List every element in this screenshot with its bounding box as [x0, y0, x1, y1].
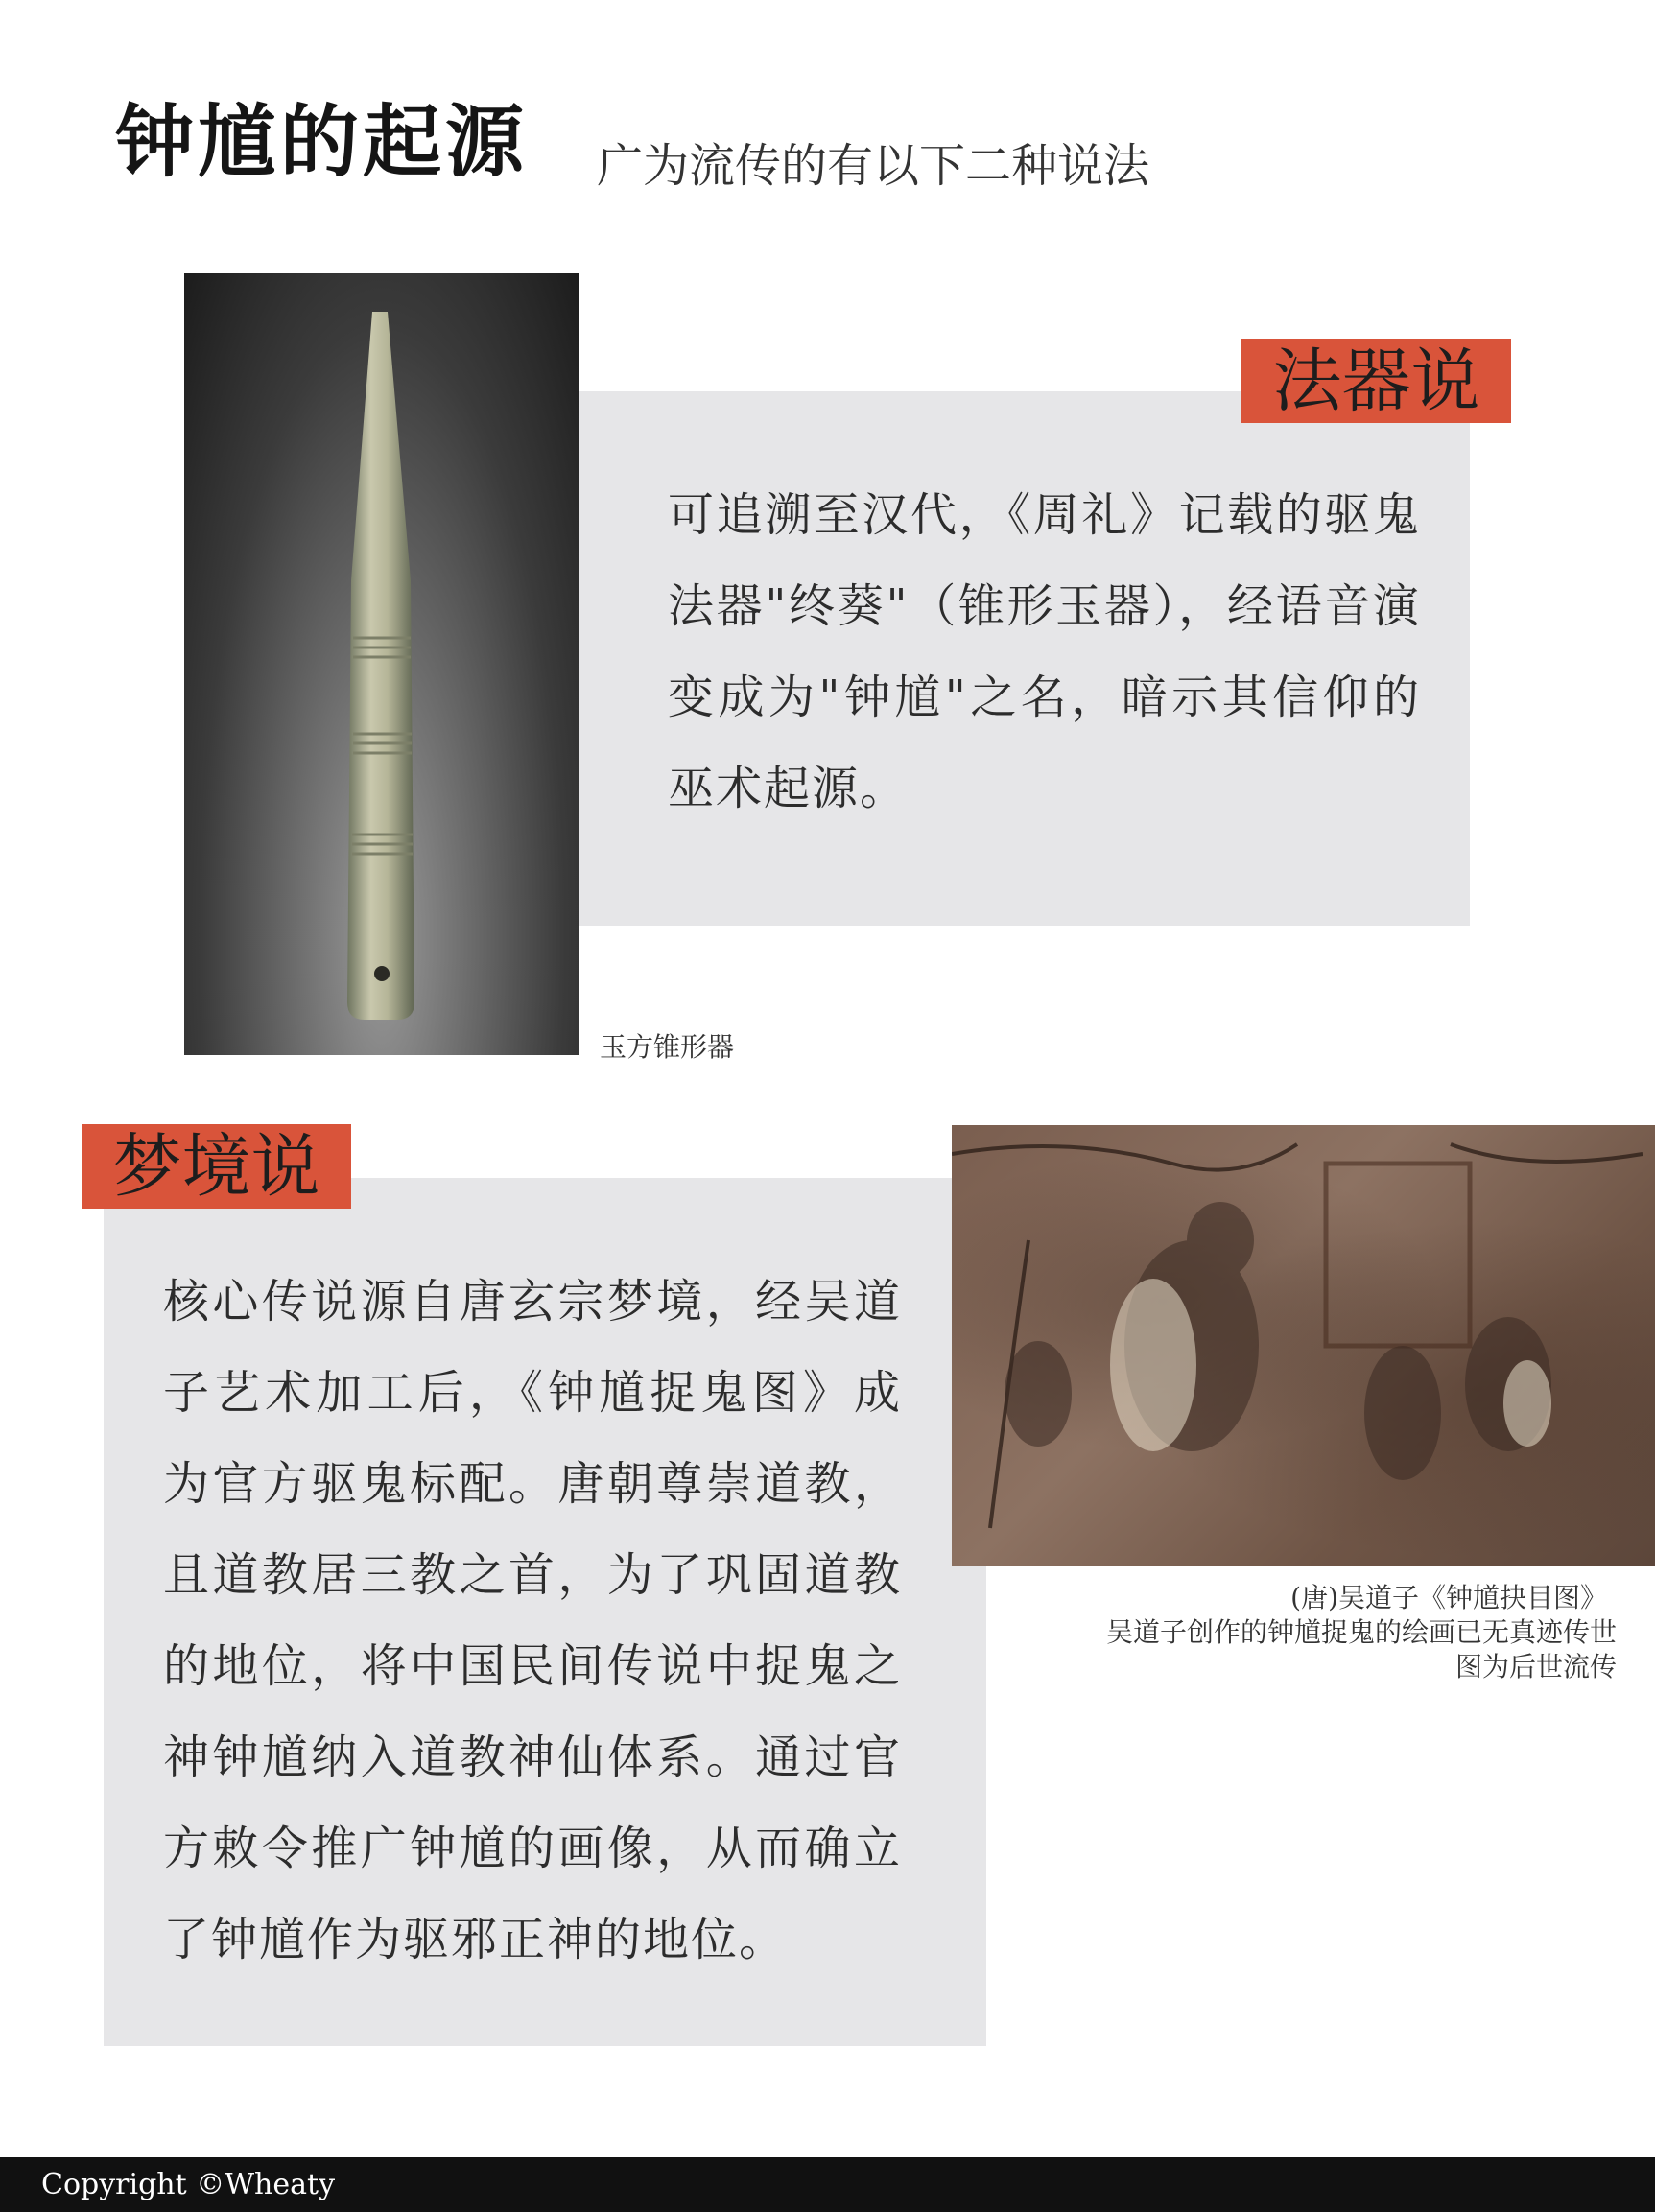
page-subtitle: 广为流传的有以下二种说法 [597, 139, 1150, 193]
jade-cone-artifact-icon [184, 273, 579, 1055]
jade-cone-photo [184, 273, 579, 1055]
copyright-text: Copyright ©Wheaty [41, 2168, 336, 2201]
painting-caption-note: 吴道子创作的钟馗捉鬼的绘画已无真迹传世 [1105, 1616, 1617, 1648]
section1-body: 可追溯至汉代，《周礼》记载的驱鬼法器"终葵"（锥形玉器），经语音演变成为"钟馗"之名，暗示其信仰的巫术起源。 [668, 488, 1421, 815]
painting-caption-note-2: 图为后世流传 [1454, 1651, 1617, 1683]
painting-caption-title: (唐)吴道子《钟馗抉目图》 [1290, 1582, 1607, 1613]
section1-caption: 玉方锥形器 [600, 1031, 735, 1063]
section2-body: 核心传说源自唐玄宗梦境，经吴道子艺术加工后，《钟馗捉鬼图》成为官方驱鬼标配。唐朝尊崇道教，且道教居三教之首，为了巩固道教的地位，将中国民间传说中捉鬼之神钟馗纳入道教神仙体系。通过官方敕令推广钟馗的画像，从而确立了钟馗作为驱邪正神的地位。 [163, 1275, 902, 1966]
zhong-kui-painting-icon [952, 1125, 1655, 1566]
page-title: 钟馗的起源 [115, 97, 529, 188]
section2-tag: 梦境说 [82, 1124, 351, 1209]
zhong-kui-painting [952, 1125, 1655, 1566]
section1-tag: 法器说 [1241, 339, 1511, 423]
